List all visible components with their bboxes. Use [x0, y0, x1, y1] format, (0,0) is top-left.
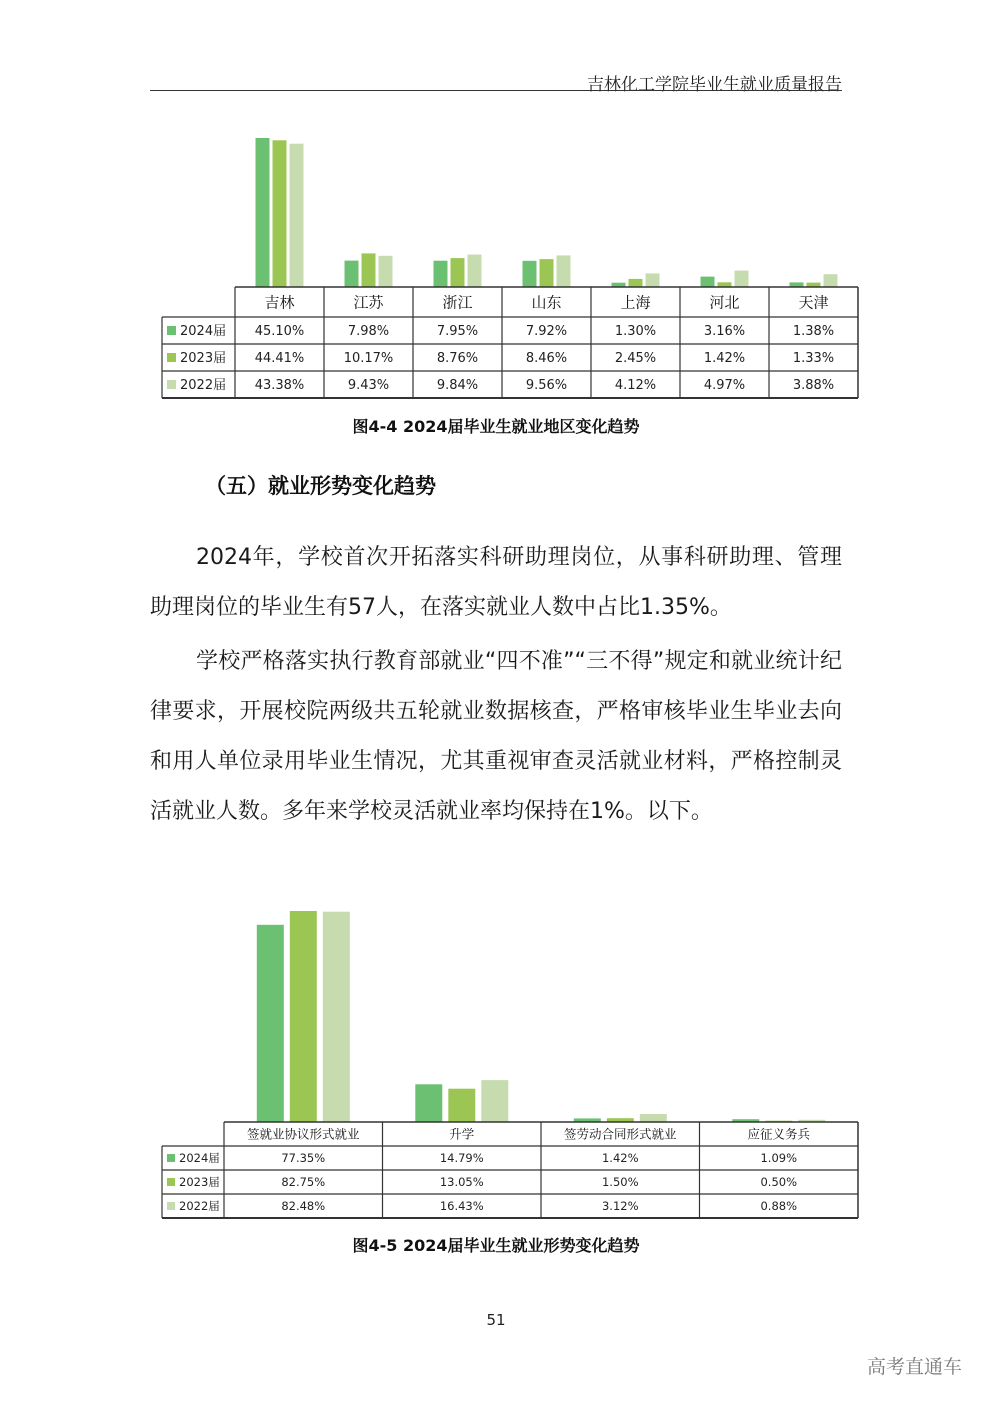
data-label: 1.38% [792, 324, 835, 340]
watermark: 高考直通车 [866, 1356, 962, 1378]
data-label: 1.50% [601, 1175, 639, 1190]
category-label: 山东 [531, 293, 562, 312]
bar [290, 144, 304, 287]
bar [523, 261, 537, 287]
data-label: 3.16% [703, 324, 746, 340]
data-label: 4.12% [614, 378, 657, 394]
report-header-title: 吉林化工学院毕业生就业质量报告 [587, 75, 842, 95]
bar [273, 140, 287, 287]
data-label: 8.76% [436, 351, 479, 367]
data-label: 77.35% [281, 1151, 326, 1166]
bar [468, 255, 482, 288]
data-label: 0.88% [760, 1199, 798, 1214]
category-label: 吉林 [264, 293, 295, 312]
data-label: 45.10% [254, 324, 305, 340]
legend-label: 2022届 [180, 378, 227, 394]
data-label: 0.50% [760, 1175, 798, 1190]
data-label: 9.84% [436, 378, 479, 394]
bar [557, 255, 571, 287]
data-label: 1.33% [792, 351, 835, 367]
bar [290, 911, 317, 1122]
category-label: 江苏 [353, 293, 384, 312]
bar [646, 273, 660, 287]
data-label: 1.42% [601, 1151, 639, 1166]
category-label: 升学 [449, 1126, 475, 1142]
legend-key [167, 1202, 175, 1210]
bar [257, 925, 284, 1122]
bar [701, 277, 715, 287]
legend-label: 2024届 [179, 1151, 220, 1166]
data-label: 7.92% [525, 324, 568, 340]
employment-form-chart-caption: 图4-5 2024届毕业生就业形势变化趋势 [352, 1236, 640, 1255]
data-label: 7.95% [436, 324, 479, 340]
legend-key [167, 380, 176, 389]
legend-key [167, 1178, 175, 1186]
data-label: 2.45% [614, 351, 657, 367]
paragraph-employment-statistics: 学校严格落实执行教育部就业“四不准”“三不得”规定和就业统计纪律要求，开展校院两级共五轮就业数据核查，严格审核毕业生毕业去向和用人单位录用毕业生情况，尤其重视审查灵活就业材料，严格控制灵活就业人数。多年来学校灵活就业率均保持在1%。以下。 [150, 649, 842, 824]
category-label: 应征义务兵 [747, 1126, 811, 1142]
bar [379, 256, 393, 287]
region-chart-caption: 图4-4 2024届毕业生就业地区变化趋势 [352, 417, 640, 436]
data-label: 1.30% [614, 324, 657, 340]
bar [434, 261, 448, 287]
bar [640, 1114, 667, 1122]
data-label: 1.09% [760, 1151, 798, 1166]
bar [481, 1080, 508, 1122]
data-label: 4.97% [703, 378, 746, 394]
data-label: 14.79% [439, 1151, 484, 1166]
section-heading: （五）就业形势变化趋势 [205, 474, 436, 498]
legend-key [167, 1154, 175, 1162]
bar [629, 279, 643, 287]
data-label: 3.12% [601, 1199, 639, 1214]
bar [735, 271, 749, 287]
category-label: 上海 [620, 293, 651, 312]
data-label: 3.88% [792, 378, 835, 394]
data-label: 16.43% [439, 1199, 484, 1214]
legend-key [167, 326, 176, 335]
category-label: 浙江 [442, 293, 473, 312]
legend-label: 2023届 [180, 351, 227, 367]
bar [415, 1084, 442, 1122]
data-label: 13.05% [439, 1175, 484, 1190]
bar [451, 258, 465, 287]
data-label: 9.43% [347, 378, 390, 394]
category-label: 河北 [709, 293, 740, 312]
legend-key [167, 353, 176, 362]
data-label: 9.56% [525, 378, 568, 394]
data-label: 8.46% [525, 351, 568, 367]
paragraph-research-assistant: 2024年，学校首次开拓落实科研助理岗位，从事科研助理、管理助理岗位的毕业生有57人，在落实就业人数中占比1.35%。 [150, 545, 842, 620]
data-label: 44.41% [254, 351, 305, 367]
bar [256, 138, 270, 287]
category-label: 天津 [798, 293, 829, 312]
data-label: 1.42% [703, 351, 746, 367]
bar [362, 253, 376, 287]
data-label: 43.38% [254, 378, 305, 394]
category-label: 签劳动合同形式就业 [563, 1126, 677, 1142]
header-divider [150, 90, 842, 91]
legend-label: 2024届 [180, 324, 227, 340]
bar [345, 261, 359, 287]
legend-label: 2022届 [179, 1199, 220, 1214]
legend-label: 2023届 [179, 1175, 220, 1190]
employment-form-chart [0, 900, 992, 1225]
data-label: 10.17% [343, 351, 394, 367]
bar [824, 274, 838, 287]
data-label: 82.75% [281, 1175, 326, 1190]
bar [540, 259, 554, 287]
bar [448, 1089, 475, 1122]
data-label: 82.48% [281, 1199, 326, 1214]
page-number: 51 [486, 1311, 506, 1329]
bar [323, 912, 350, 1122]
category-label: 签就业协议形式就业 [246, 1126, 360, 1142]
region-chart [0, 130, 992, 405]
data-label: 7.98% [347, 324, 390, 340]
